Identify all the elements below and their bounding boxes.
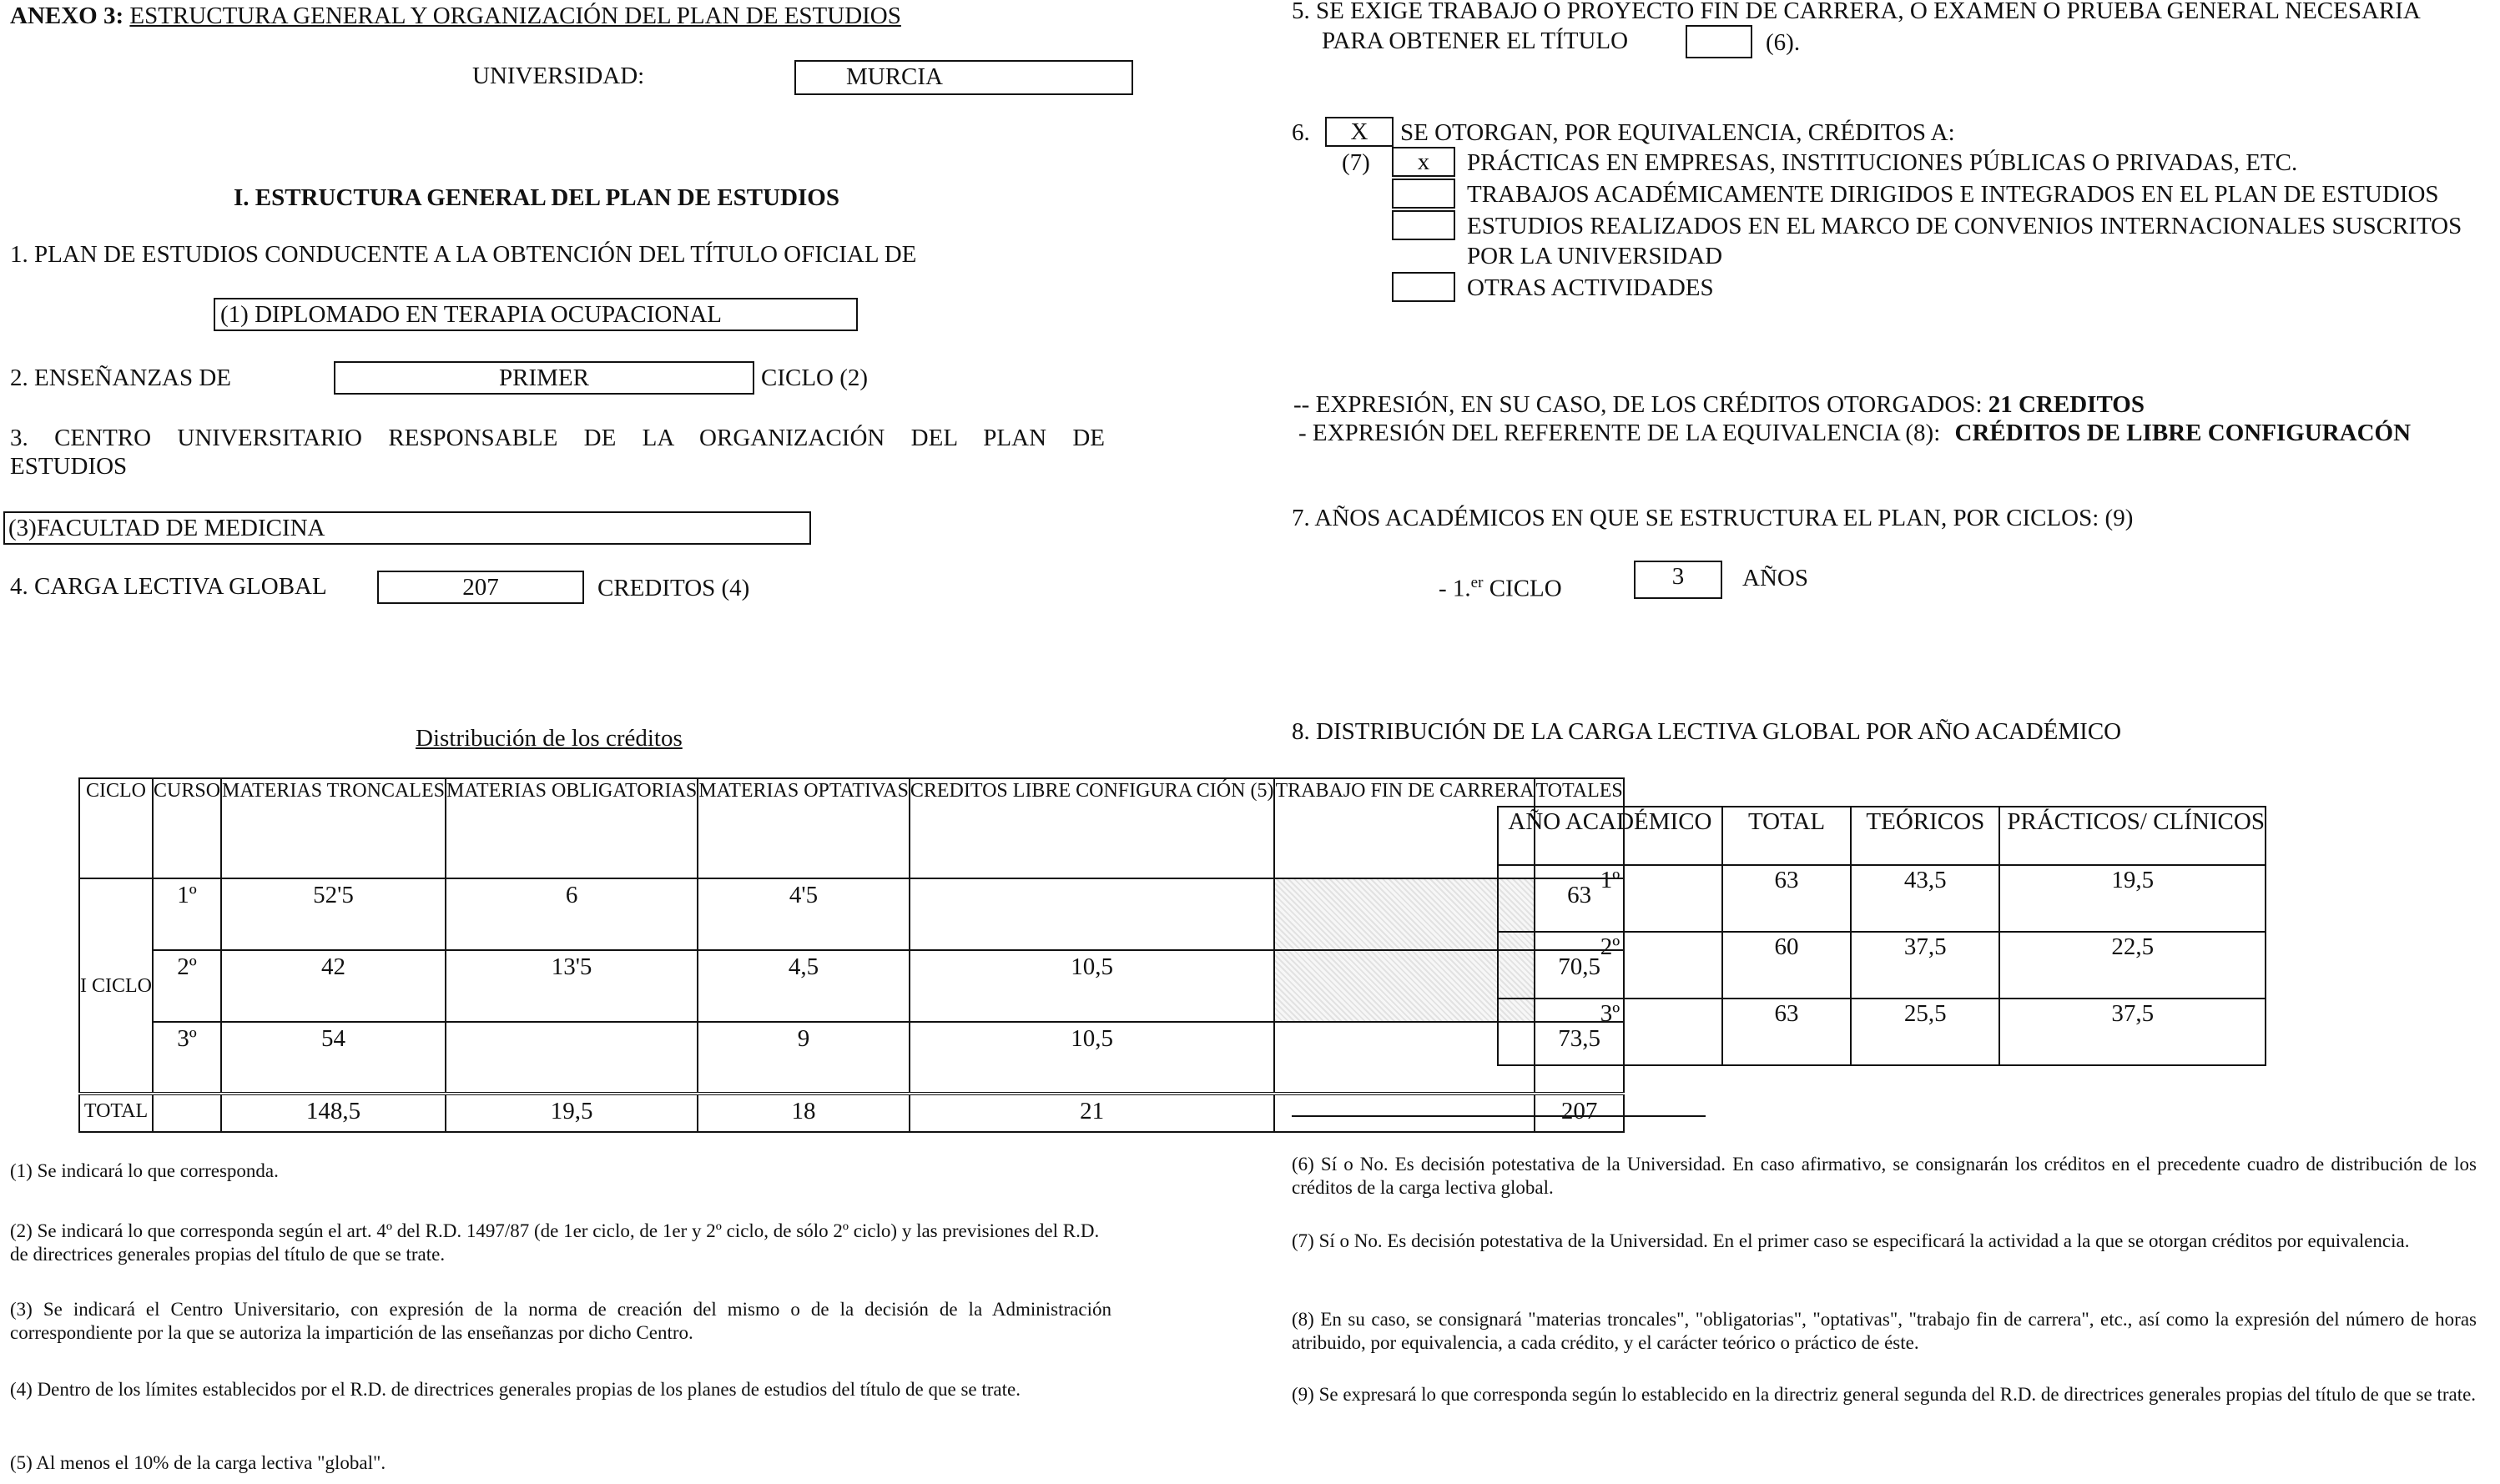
table-cell [1274,1094,1535,1132]
shaded-cell [1274,950,1535,1022]
shaded-cell [1274,878,1535,950]
table-row [1498,932,2266,999]
table-cell: 18 [698,1094,910,1132]
table-cell: 63 [1535,878,1623,950]
table-cell: 13'5 [446,950,698,1022]
footnote-6: (6) Sí o No. Es decisión potestativa de la Universidad. En caso afirmativo, se consignarán los créditos en el precedente cuadro de distribución de los créditos de la carga lectiva global. [1292,1154,2477,1198]
table-cell [153,1094,221,1132]
footnote-3: (3) Se indicará el Centro Universitario, con expresión de la norma de creación del mismo o de la decisión de la Administración correspondiente por la que se autoriza la impartición de las enseñanzas por dicho Centro. [10,1299,1111,1343]
col-header: CREDITOS LIBRE CONFIGURA CIÓN (5) [910,778,1275,878]
item2-label: 2. ENSEÑANZAS DE [10,365,232,391]
annex-label: ANEXO 3: [10,3,124,29]
option-label: ESTUDIOS REALIZADOS EN EL MARCO DE CONVENIOS INTERNACIONALES SUSCRITOS [1467,213,2462,239]
option-label: TRABAJOS ACADÉMICAMENTE DIRIGIDOS E INTEGRADOS EN EL PLAN DE ESTUDIOS [1467,181,2439,208]
item5-suffix: (6). [1766,29,1801,56]
ciclo-prefix: - 1. [1439,575,1471,602]
table-cell: 4'5 [698,878,910,950]
item7-text: 7. AÑOS ACADÉMICOS EN QUE SE ESTRUCTURA EL PLAN, POR CICLOS: (9) [1292,505,2134,531]
years-value: 3 [1671,563,1685,590]
table-cell: 1º [153,878,221,950]
expr2 [1298,419,2411,447]
footnote-separator [1292,1115,1706,1117]
option-check-mark: x [1417,148,1430,175]
item6-check-mark: X [1350,118,1368,145]
table-cell: 22,5 [1999,932,2266,999]
table-cell: 10,5 [910,1022,1275,1094]
ciclo-suffix: CICLO [1483,575,1562,602]
ensenanzas-value: PRIMER [499,365,589,391]
titulo-value: (1) DIPLOMADO EN TERAPIA OCUPACIONAL [220,301,722,328]
table-cell: 207 [1535,1094,1623,1132]
expr2-value: CRÉDITOS DE LIBRE CONFIGURACÓN [1954,420,2412,446]
expr1-value: 21 CREDITOS [1988,391,2145,418]
table-row [79,1022,1624,1094]
item3-line2: ESTUDIOS [10,453,128,480]
footnote-5: (5) Al menos el 10% de la carga lectiva "global". [10,1452,386,1473]
item3-line1: 3. CENTRO UNIVERSITARIO RESPONSABLE DE LA ORGANIZACIÓN DEL PLAN DE [10,425,1105,451]
table-cell: 37,5 [1851,932,1999,999]
col-header: TOTALES [1535,778,1623,878]
item6-ref: (7) [1342,149,1370,176]
col-header: MATERIAS OBLIGATORIAS [446,778,698,878]
table-row [1498,999,2266,1065]
item6-label: 6. [1292,119,1310,146]
table-cell: 148,5 [221,1094,446,1132]
table-cell: 70,5 [1535,950,1623,1022]
table-cell [910,878,1275,950]
table-cell [446,1022,698,1094]
item6-text: SE OTORGAN, POR EQUIVALENCIA, CRÉDITOS A: [1400,119,1955,146]
credit-distribution-table [78,777,1625,1133]
annex-title: ESTRUCTURA GENERAL Y ORGANIZACIÓN DEL PLAN DE ESTUDIOS [129,3,901,29]
item5-line1: 5. SE EXIGE TRABAJO O PROYECTO FIN DE CARRERA, O EXAMEN O PRUEBA GENERAL NECESARIA [1292,0,2421,24]
universidad-label: UNIVERSIDAD: [472,63,645,89]
table-cell: 9 [698,1022,910,1094]
table-cell: 3º [153,1022,221,1094]
footnote-7: (7) Sí o No. Es decisión potestativa de la Universidad. En el primer caso se especificará la actividad a la que se otorgan créditos por equivalencia. [1292,1230,2410,1251]
item7-ciclo [1439,569,1562,603]
table-row [79,878,1624,950]
table-cell: 4,5 [698,950,910,1022]
table-cell: 1º [1498,865,1722,932]
col-header: CURSO [153,778,221,878]
table-cell: 2º [1498,932,1722,999]
table-cell: 60 [1722,932,1851,999]
table-cell: 19,5 [446,1094,698,1132]
option-label: OTRAS ACTIVIDADES [1467,274,1714,301]
item2-suffix: CICLO (2) [761,365,869,391]
option-checkbox[interactable] [1392,272,1455,302]
option-label: PRÁCTICAS EN EMPRESAS, INSTITUCIONES PÚBLICAS O PRIVADAS, ETC. [1467,149,2298,176]
universidad-value: MURCIA [845,63,943,90]
option-checkbox[interactable] [1392,210,1455,240]
table-cell: 42 [221,950,446,1022]
table-row [79,950,1624,1022]
table-row [1498,865,2266,932]
col-header: MATERIAS OPTATIVAS [698,778,910,878]
option-label-continued: POR LA UNIVERSIDAD [1467,243,1723,269]
table-cell: 10,5 [910,950,1275,1022]
item8-text: 8. DISTRIBUCIÓN DE LA CARGA LECTIVA GLOBAL POR AÑO ACADÉMICO [1292,718,2122,745]
year-distribution-table [1497,806,2266,1066]
table-cell: 6 [446,878,698,950]
table-cell: 63 [1722,999,1851,1065]
carga-value: 207 [462,574,499,601]
col-header: CICLO [79,778,153,878]
col-header: TEÓRICOS [1851,807,1999,865]
centro-value: (3)FACULTAD DE MEDICINA [8,515,325,541]
table-cell: 73,5 [1535,1022,1623,1094]
item4-suffix: CREDITOS (4) [597,575,750,601]
section-title: I. ESTRUCTURA GENERAL DEL PLAN DE ESTUDIOS [234,184,839,211]
table-cell: 19,5 [1999,865,2266,932]
table-cell: 3º [1498,999,1722,1065]
col-header: TRABAJO FIN DE CARRERA [1274,778,1535,878]
footnote-1: (1) Se indicará lo que corresponda. [10,1160,279,1181]
item5-line2: PARA OBTENER EL TÍTULO [1322,28,1629,54]
table-cell: 63 [1722,865,1851,932]
footnote-2: (2) Se indicará lo que corresponda según el art. 4º del R.D. 1497/87 (de 1er ciclo, de 1er y 2º ciclo, de sólo 2º ciclo) y las previsiones del R.D. de directrices generales propias del título de que se trate. [10,1220,1100,1265]
item5-box [1686,25,1752,58]
item1-text: 1. PLAN DE ESTUDIOS CONDUCENTE A LA OBTENCIÓN DEL TÍTULO OFICIAL DE [10,241,917,268]
item4-label: 4. CARGA LECTIVA GLOBAL [10,573,327,600]
table-cell [1274,1022,1535,1094]
expr2-label: - EXPRESIÓN DEL REFERENTE DE LA EQUIVALENCIA (8): [1298,420,1941,446]
footnote-9: (9) Se expresará lo que corresponda según lo establecido en la directriz general segunda del R.D. de directrices generales propias del título de que se trate. [1292,1384,2477,1405]
col-header: TOTAL [1722,807,1851,865]
table-total-row [79,1094,1624,1132]
col-header: PRÁCTICOS/ CLÍNICOS [1999,807,2266,865]
col-header: MATERIAS TRONCALES [221,778,446,878]
annex-heading [10,2,901,30]
dist-title: Distribución de los créditos [416,725,683,752]
expr1-label: -- EXPRESIÓN, EN SU CASO, DE LOS CRÉDITOS OTORGADOS: [1293,391,1983,418]
table-cell: 43,5 [1851,865,1999,932]
table-cell: 54 [221,1022,446,1094]
total-label: TOTAL [79,1094,153,1132]
table-cell: 2º [153,950,221,1022]
footnote-4: (4) Dentro de los límites establecidos por el R.D. de directrices generales propias de los planes de estudios del título de que se trate. [10,1379,1021,1400]
expr1 [1293,390,2145,419]
ciclo-superscript: er [1470,574,1484,591]
footnote-8: (8) En su caso, se consignará "materias troncales", "obligatorias", "optativas", "trabajo fin de carrera", etc., así como la expresión del número de horas atribuido, por equivalencia, a cada crédito, y el carácter teórico o práctico de éste. [1292,1309,2477,1353]
table-cell: 37,5 [1999,999,2266,1065]
table-header-row [1498,807,2266,865]
years-unit: AÑOS [1742,565,1808,591]
table-header-row [79,778,1624,878]
col-header: AÑO ACADÉMICO [1498,807,1722,865]
option-checkbox[interactable] [1392,179,1455,209]
table-cell: 25,5 [1851,999,1999,1065]
ciclo-cell: I CICLO [79,878,153,1094]
table-cell: 21 [910,1094,1275,1132]
table-cell: 52'5 [221,878,446,950]
